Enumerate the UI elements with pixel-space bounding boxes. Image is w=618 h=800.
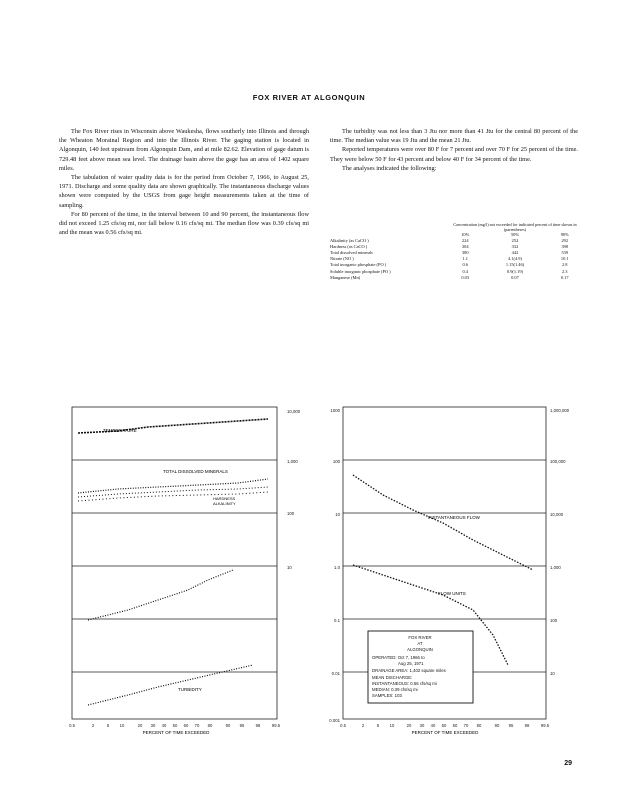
right-ytick-left: 1.0 — [334, 565, 340, 570]
left-xtick: 5 — [106, 723, 110, 728]
left-xtick: 10 — [119, 723, 125, 728]
right-xtick: 50 — [441, 723, 447, 728]
left-xtick: 98 — [255, 723, 261, 728]
legend-line: Aug 25, 1971 — [398, 661, 424, 666]
right-ytick-right: 1,000,000 — [550, 408, 570, 413]
right-ytick-left: 0.001 — [329, 718, 340, 723]
water-quality-table — [330, 222, 580, 281]
right-ytick-right: 100 — [550, 618, 558, 623]
quality-duration-graph — [58, 405, 303, 735]
left-xtick: 99.5 — [271, 723, 281, 728]
flow-duration-graph — [313, 405, 573, 735]
label-total-dissolved: TOTAL DISSOLVED MINERALS — [163, 469, 228, 474]
left-paragraph-2: The tabulation of water quality data is for the period from October 7, 1966, to August 25, 1971. Discharge and some quality data are shown graphically. The instantaneous discharge values shown were computed by the USGS from gage height measurements taken at the time of sampling. — [59, 174, 309, 209]
left-ytick-right: 100 — [287, 511, 295, 516]
left-xtick: 90 — [225, 723, 231, 728]
right-ytick-left: 0.1 — [334, 618, 340, 623]
left-xtick: 50 — [172, 723, 178, 728]
legend-line: SAMPLES: 103 — [372, 693, 402, 698]
left-paragraph-3: For 80 percent of the time, in the interval between 10 and 90 percent, the instantaneous flow did not exceed 1.25 cfs/sq mi, nor fall below 0.16 cfs/sq mi. The median flow was 0.39 cfs/sq mi and the mean was 0.56 cfs/sq mi. — [59, 210, 309, 237]
right-column-text — [330, 127, 578, 173]
label-flow-units: FLOW UNITS — [438, 591, 466, 596]
dissolved-minerals-curve — [78, 479, 268, 493]
column-90: 90% — [560, 232, 569, 237]
table-header-note: Concentration (mg/l) not exceeded for indicated percent of time shown in (parentheses) — [453, 222, 577, 232]
left-xtick: 60 — [183, 723, 189, 728]
left-ytick-right: 1,000 — [287, 459, 298, 464]
right-xtick: 70 — [463, 723, 469, 728]
legend-line: MEDIAN: 0.39 cfs/sq mi — [372, 687, 418, 692]
right-xtick: 2 — [361, 723, 365, 728]
right-ytick-left: 0.01 — [331, 671, 340, 676]
label-instantaneous-flow: INSTANTANEOUS FLOW — [428, 515, 480, 520]
right-xtick: 95 — [508, 723, 514, 728]
right-xtick: 30 — [419, 723, 425, 728]
legend-line: MEAN DISCHARGE: — [372, 675, 413, 680]
page-number: 29 — [564, 760, 572, 767]
left-column-text — [59, 127, 309, 237]
right-xtick: 99.5 — [540, 723, 550, 728]
left-xtick: 95 — [239, 723, 245, 728]
right-ytick-right: 1,000 — [550, 565, 561, 570]
table-row: Alkalinity (as CaCO ) 224 252 292 — [330, 238, 569, 244]
table-row: Nitrate (NO ) 1.1 4.1(4.9) 10.1 — [330, 256, 569, 262]
left-xtick: 40 — [161, 723, 167, 728]
right-paragraph-2: Reported temperatures were over 80 F for 7 percent and over 70 F for 25 percent of the time. They were below 50 F for 43 percent and below 40 F for 34 percent of the time. — [330, 146, 578, 163]
right-xtick: 98 — [524, 723, 530, 728]
label-alkalinity: ALKALINITY — [213, 501, 236, 506]
left-xtick: 70 — [194, 723, 200, 728]
column-10: 10% — [461, 232, 470, 237]
legend-line: OPERATED: Oct 7, 1966 to — [372, 655, 425, 660]
legend-box — [368, 631, 473, 703]
table-row: Hardness (as CaCO ) 304 332 398 — [330, 244, 569, 250]
right-ytick-left: 10 — [335, 512, 340, 517]
right-xtick: 60 — [452, 723, 458, 728]
right-xtick: 90 — [494, 723, 500, 728]
legend-line: INSTANTANEOUS: 0.56 cfs/sq mi — [372, 681, 437, 686]
left-ytick-right: 10 — [287, 565, 292, 570]
legend-line: AT — [417, 641, 423, 646]
left-xtick: 80 — [207, 723, 213, 728]
right-ytick-left: 1000 — [330, 408, 340, 413]
legend-line: ALGONQUIN — [407, 647, 433, 652]
label-turbidity: TURBIDITY — [178, 687, 202, 692]
turbidity-curve-lower — [88, 665, 253, 705]
page-title: FOX RIVER AT ALGONQUIN — [252, 93, 366, 102]
left-ytick-right: 10,000 — [287, 409, 301, 414]
right-ytick-right: 100,000 — [550, 459, 566, 464]
label-temperature: TEMPERATURE — [103, 428, 137, 433]
left-xtick: 20 — [137, 723, 143, 728]
right-xtick: 0.5 — [340, 723, 346, 728]
right-xtick: 5 — [376, 723, 380, 728]
column-50: 50% — [510, 232, 519, 237]
table-row: Total dissolved minerals 380 442 539 — [330, 250, 569, 256]
right-ytick-right: 10,000 — [550, 512, 564, 517]
right-ytick-right: 10 — [550, 671, 555, 676]
legend-line: FOX RIVER — [408, 635, 432, 640]
label-hardness: HARDNESS — [213, 496, 236, 501]
right-xlabel: PERCENT OF TIME EXCEEDED — [411, 730, 479, 735]
instantaneous-flow-curve — [353, 475, 533, 570]
right-xtick: 10 — [389, 723, 395, 728]
left-paragraph-1: The Fox River rises in Wisconsin above Waukesha, flows southerly into Illinois and through the Wheaton Morainal Region and into the Illinois River. The gaging station is located in Algonquin, 140 feet upstream from Algonquin Dam, and at mile 82.62. Elevation of gage datum is 729.48 feet above mean sea level. The drainage basin above the gage has an area of 1402 square miles. — [59, 128, 309, 172]
turbidity-curve-upper — [88, 570, 233, 620]
right-paragraph-3: The analyses indicated the following: — [342, 164, 437, 172]
left-xtick: 0.5 — [69, 723, 75, 728]
alkalinity-curve — [78, 492, 268, 501]
left-xlabel: PERCENT OF TIME EXCEEDED — [142, 730, 210, 735]
table-row: Total inorganic phosphate (PO ) 0.6 1.15(1.46) 2.8 — [330, 262, 568, 268]
table-row: Soluble inorganic phosphate (PO ) 0.4 0.9(1.19) 2.3 — [330, 268, 568, 274]
left-xtick: 30 — [150, 723, 156, 728]
legend-line: DRAINAGE AREA: 1,402 square miles — [372, 668, 446, 673]
table-row: Manganese (Mn) 0.03 0.07 0.17 — [330, 274, 569, 280]
left-xtick: 2 — [91, 723, 95, 728]
right-xtick: 80 — [476, 723, 482, 728]
right-xtick: 20 — [406, 723, 412, 728]
right-xtick: 40 — [430, 723, 436, 728]
right-paragraph-1: The turbidity was not less than 3 Jtu nor more than 41 Jtu for the central 80 percent of the time. The median value was 19 Jtu and the mean 21 Jtu. — [330, 128, 578, 145]
right-ytick-left: 100 — [332, 459, 340, 464]
